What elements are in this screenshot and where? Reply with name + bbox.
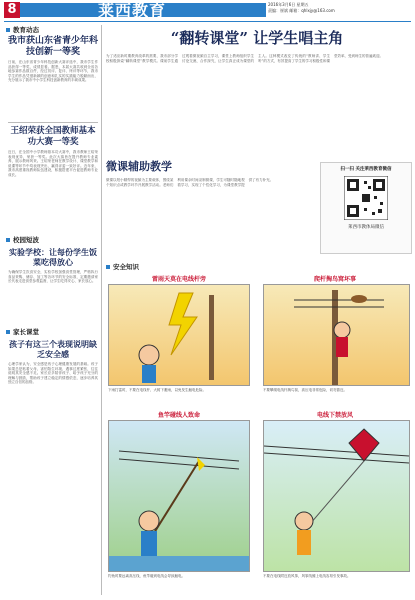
pole-climb-icon <box>264 285 409 385</box>
news1-title: 我市获山东省青少年科技创新一等奖 <box>8 36 99 57</box>
section-label: 校园短波 <box>13 236 39 244</box>
qr-box <box>320 162 412 254</box>
qr-code-icon <box>344 176 388 220</box>
section-marker-icon <box>6 28 10 32</box>
section-label: 家长课堂 <box>13 328 39 336</box>
news4-title: 孩子有这三个表现说明缺乏安全感 <box>9 339 97 359</box>
section-parents <box>6 327 39 336</box>
news1-body: 日前，在山东省青少年科技创新大赛评选中，我市学生作品获得一等奖，成绩显著。据悉，本届大赛共收到全省各地参赛作品数百件，经过初评、复评、终评等环节，我市学生的作品凭借新颖的创意和扎实的实践能力脱颖而出，充分展示了我市中小学生科技创新教育的丰硕成果。 <box>8 60 98 83</box>
news2-title: 王绍荣获全国教师基本功大赛一等奖 <box>10 126 96 147</box>
comic-panel-3-title: 鱼竿碰线人致命 <box>157 412 200 419</box>
divider <box>8 122 98 123</box>
sub-title: 微课辅助教学 <box>106 160 172 173</box>
news4-body: 心理学家认为，安全感是孩子心理健康发展的基础。孩子如果总是粘着父母、害怕陌生环境、遇事过度紧张，往往说明其安全感不足。家长应多陪伴孩子、给予孩子充分的理解与鼓励，帮助孩子建立稳定的情感依恋，逐步培养其独立自信的品格。 <box>8 362 98 385</box>
comic-panel-2-caption: 不要攀爬电线杆掏鸟窝，高压电非常危险，切勿靠近。 <box>263 388 347 392</box>
comic-panel-2-title: 爬杆掏鸟窝坏事 <box>313 276 356 283</box>
comic-panel-1-caption: 下雨打雷时，不要在电线杆、大树下避雨，以免发生触电危险。 <box>108 388 206 392</box>
header-rule <box>4 21 411 22</box>
comic-panel-1-title: 雷雨天莫在电线杆旁 <box>151 276 206 283</box>
comic-panel-4-caption: 不要在电线附近放风筝，风筝线缠上电线容易引发事故。 <box>263 574 351 578</box>
comic-panel-4-title: 电线下禁放风 <box>316 412 353 419</box>
comic-panel-4 <box>263 420 410 572</box>
column-divider <box>101 25 102 595</box>
issue-editor: 责编：崔斌 邮箱：qhlxjy@163.com <box>268 7 335 13</box>
comic-panel-1 <box>108 284 250 386</box>
comic-panel-3 <box>108 420 250 572</box>
section-label: 教育动态 <box>13 26 39 34</box>
news3-title: 实验学校：让每份学生饭菜吃得放心 <box>9 247 97 267</box>
section-marker-icon <box>106 265 110 269</box>
masthead-title: 莱西教育 <box>98 1 167 20</box>
comic-panel-3-caption: 钓鱼时要远离高压线，鱼竿碰到电线会导致触电。 <box>108 574 185 578</box>
page-number: 8 <box>4 2 20 18</box>
news3-body: 为确保学生饮食安全，实验学校加强食堂管理，严格执行食品采购、储存、加工等各环节的安全标准，定期邀请家长代表走进食堂参观监督，让学生吃得安心、家长放心。 <box>8 270 98 284</box>
fishing-rod-icon <box>109 421 249 571</box>
news2-body: 近日，在全国中小学教师基本功大赛中，我市教师王绍荣表现优异，荣获一等奖。此次大赛旨在提升教师专业素养，展示教师风采。王绍荣老师在教学设计、课堂教学和说课等环节中均表现突出，赢得评委一致好评。近年来，我市高度重视教师队伍建设，积极搭建平台促进教师专业成长。 <box>8 150 98 177</box>
comic-panel-2 <box>263 284 410 386</box>
issue-info <box>268 2 412 13</box>
thunder-scene-icon <box>109 285 249 385</box>
section-marker-icon <box>6 330 10 334</box>
section-safety <box>106 262 139 271</box>
section-edu-news <box>6 25 39 34</box>
sub-body: 微课以短小精悍的视频为主要载体，围绕某个知识点或教学环节开展教学活动。老师们利用课余时间录制微课，学生可随时随地观看学习，实现了个性化学习，为课堂教学提供了有力补充。 <box>106 178 274 187</box>
main-title: “翻转课堂” 让学生唱主角 <box>170 29 344 47</box>
issue-date: 2016年3月6日 星期五 <box>268 2 309 7</box>
section-campus <box>6 235 39 244</box>
section-marker-icon <box>6 238 10 242</box>
qr-caption: 莱西市教体局微信 <box>348 225 384 230</box>
main-body: 为了适应新时期教育改革的需要，我市部分学校积极探索“翻转课堂”教学模式。课前学生通过观看微视频自主学习，课堂上教师组织学生讨论交流、合作探究，让学生真正成为课堂的主人。这种模式改变了传统的“教师讲、学生听”的方式，有效提高了学生的学习积极性和课堂效率，受到师生的普遍欢迎。 <box>106 54 383 63</box>
qr-label: 扫一扫 关注莱西教育微信 <box>340 167 392 172</box>
kite-icon <box>264 421 409 571</box>
section-label: 安全知识 <box>113 263 139 271</box>
